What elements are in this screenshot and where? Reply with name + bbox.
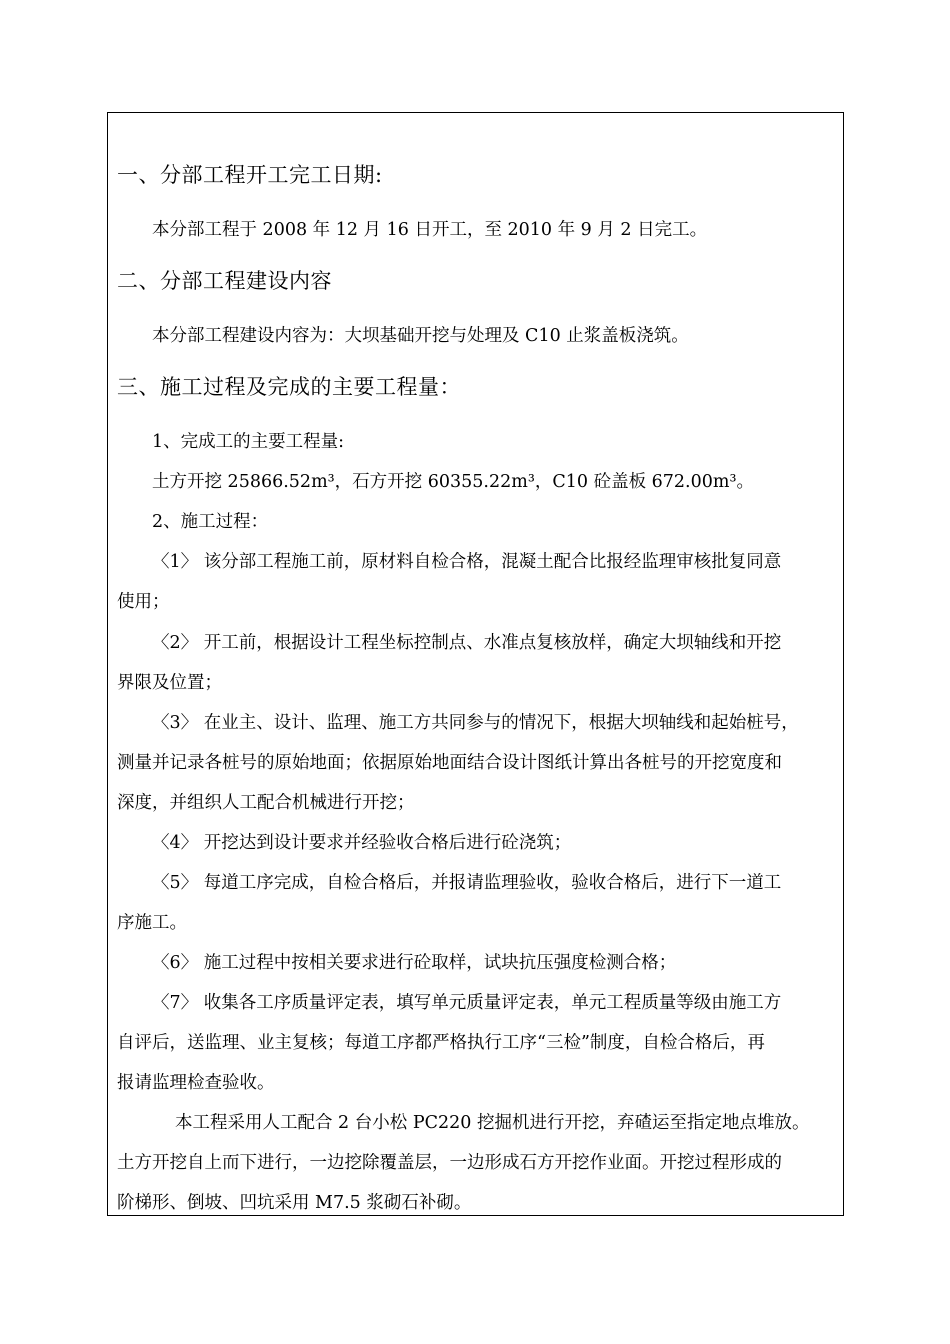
paragraph-line: 阶梯形、倒坡、凹坑采用 M7.5 浆砌石补砌。 <box>117 1193 472 1213</box>
list-item-3-cont: 深度，并组织人工配合机械进行开挖； <box>117 793 415 813</box>
subsection-title: 2、施工过程： <box>152 512 269 532</box>
list-item-1-cont: 使用； <box>117 592 170 612</box>
paragraph-line: 本分部工程建设内容为：大坝基础开挖与处理及 C10 止浆盖板浇筑。 <box>152 326 689 346</box>
list-item-3-cont: 测量并记录各桩号的原始地面；依据原始地面结合设计图纸计算出各桩号的开挖宽度和 <box>117 753 782 773</box>
subsection-title: 1、完成工的主要工程量: <box>152 432 345 452</box>
list-item-1: 〈1〉 该分部工程施工前，原材料自检合格，混凝土配合比报经监理审核批复同意 <box>152 552 782 572</box>
list-item-7: 〈7〉 收集各工序质量评定表，填写单元质量评定表，单元工程质量等级由施工方 <box>152 993 782 1013</box>
paragraph-line: 本工程采用人工配合 2 台小松 PC220 挖掘机进行开挖，弃碴运至指定地点堆放。 <box>175 1113 810 1133</box>
list-item-5: 〈5〉 每道工序完成，自检合格后，并报请监理验收，验收合格后，进行下一道工 <box>152 873 782 893</box>
list-item-3: 〈3〉 在业主、设计、监理、施工方共同参与的情况下，根据大坝轴线和起始桩号， <box>152 713 799 733</box>
list-item-2-cont: 界限及位置； <box>117 673 222 693</box>
list-item-6: 〈6〉 施工过程中按相关要求进行砼取样，试块抗压强度检测合格； <box>152 953 677 973</box>
list-item-5-cont: 序施工。 <box>117 913 187 933</box>
section-heading-3: 三、施工过程及完成的主要工程量： <box>117 375 461 399</box>
quantities-line: 土方开挖 25866.52m³，石方开挖 60355.22m³，C10 砼盖板 672.00m³。 <box>152 472 754 492</box>
section-heading-2: 二、分部工程建设内容 <box>117 269 332 293</box>
paragraph-line: 本分部工程于 2008 年 12 月 16 日开工，至 2010 年 9 月 2 日完工。 <box>152 220 708 240</box>
list-item-2: 〈2〉 开工前，根据设计工程坐标控制点、水准点复核放样，确定大坝轴线和开挖 <box>152 633 782 653</box>
paragraph-line: 土方开挖自上而下进行，一边挖除覆盖层，一边形成石方开挖作业面。开挖过程形成的 <box>117 1153 782 1173</box>
list-item-4: 〈4〉 开挖达到设计要求并经验收合格后进行砼浇筑； <box>152 833 572 853</box>
list-item-7-cont: 自评后，送监理、业主复核；每道工序都严格执行工序“三检”制度，自检合格后，再 <box>117 1033 765 1053</box>
list-item-7-cont: 报请监理检查验收。 <box>117 1073 275 1093</box>
section-heading-1: 一、分部工程开工完工日期: <box>117 163 383 187</box>
